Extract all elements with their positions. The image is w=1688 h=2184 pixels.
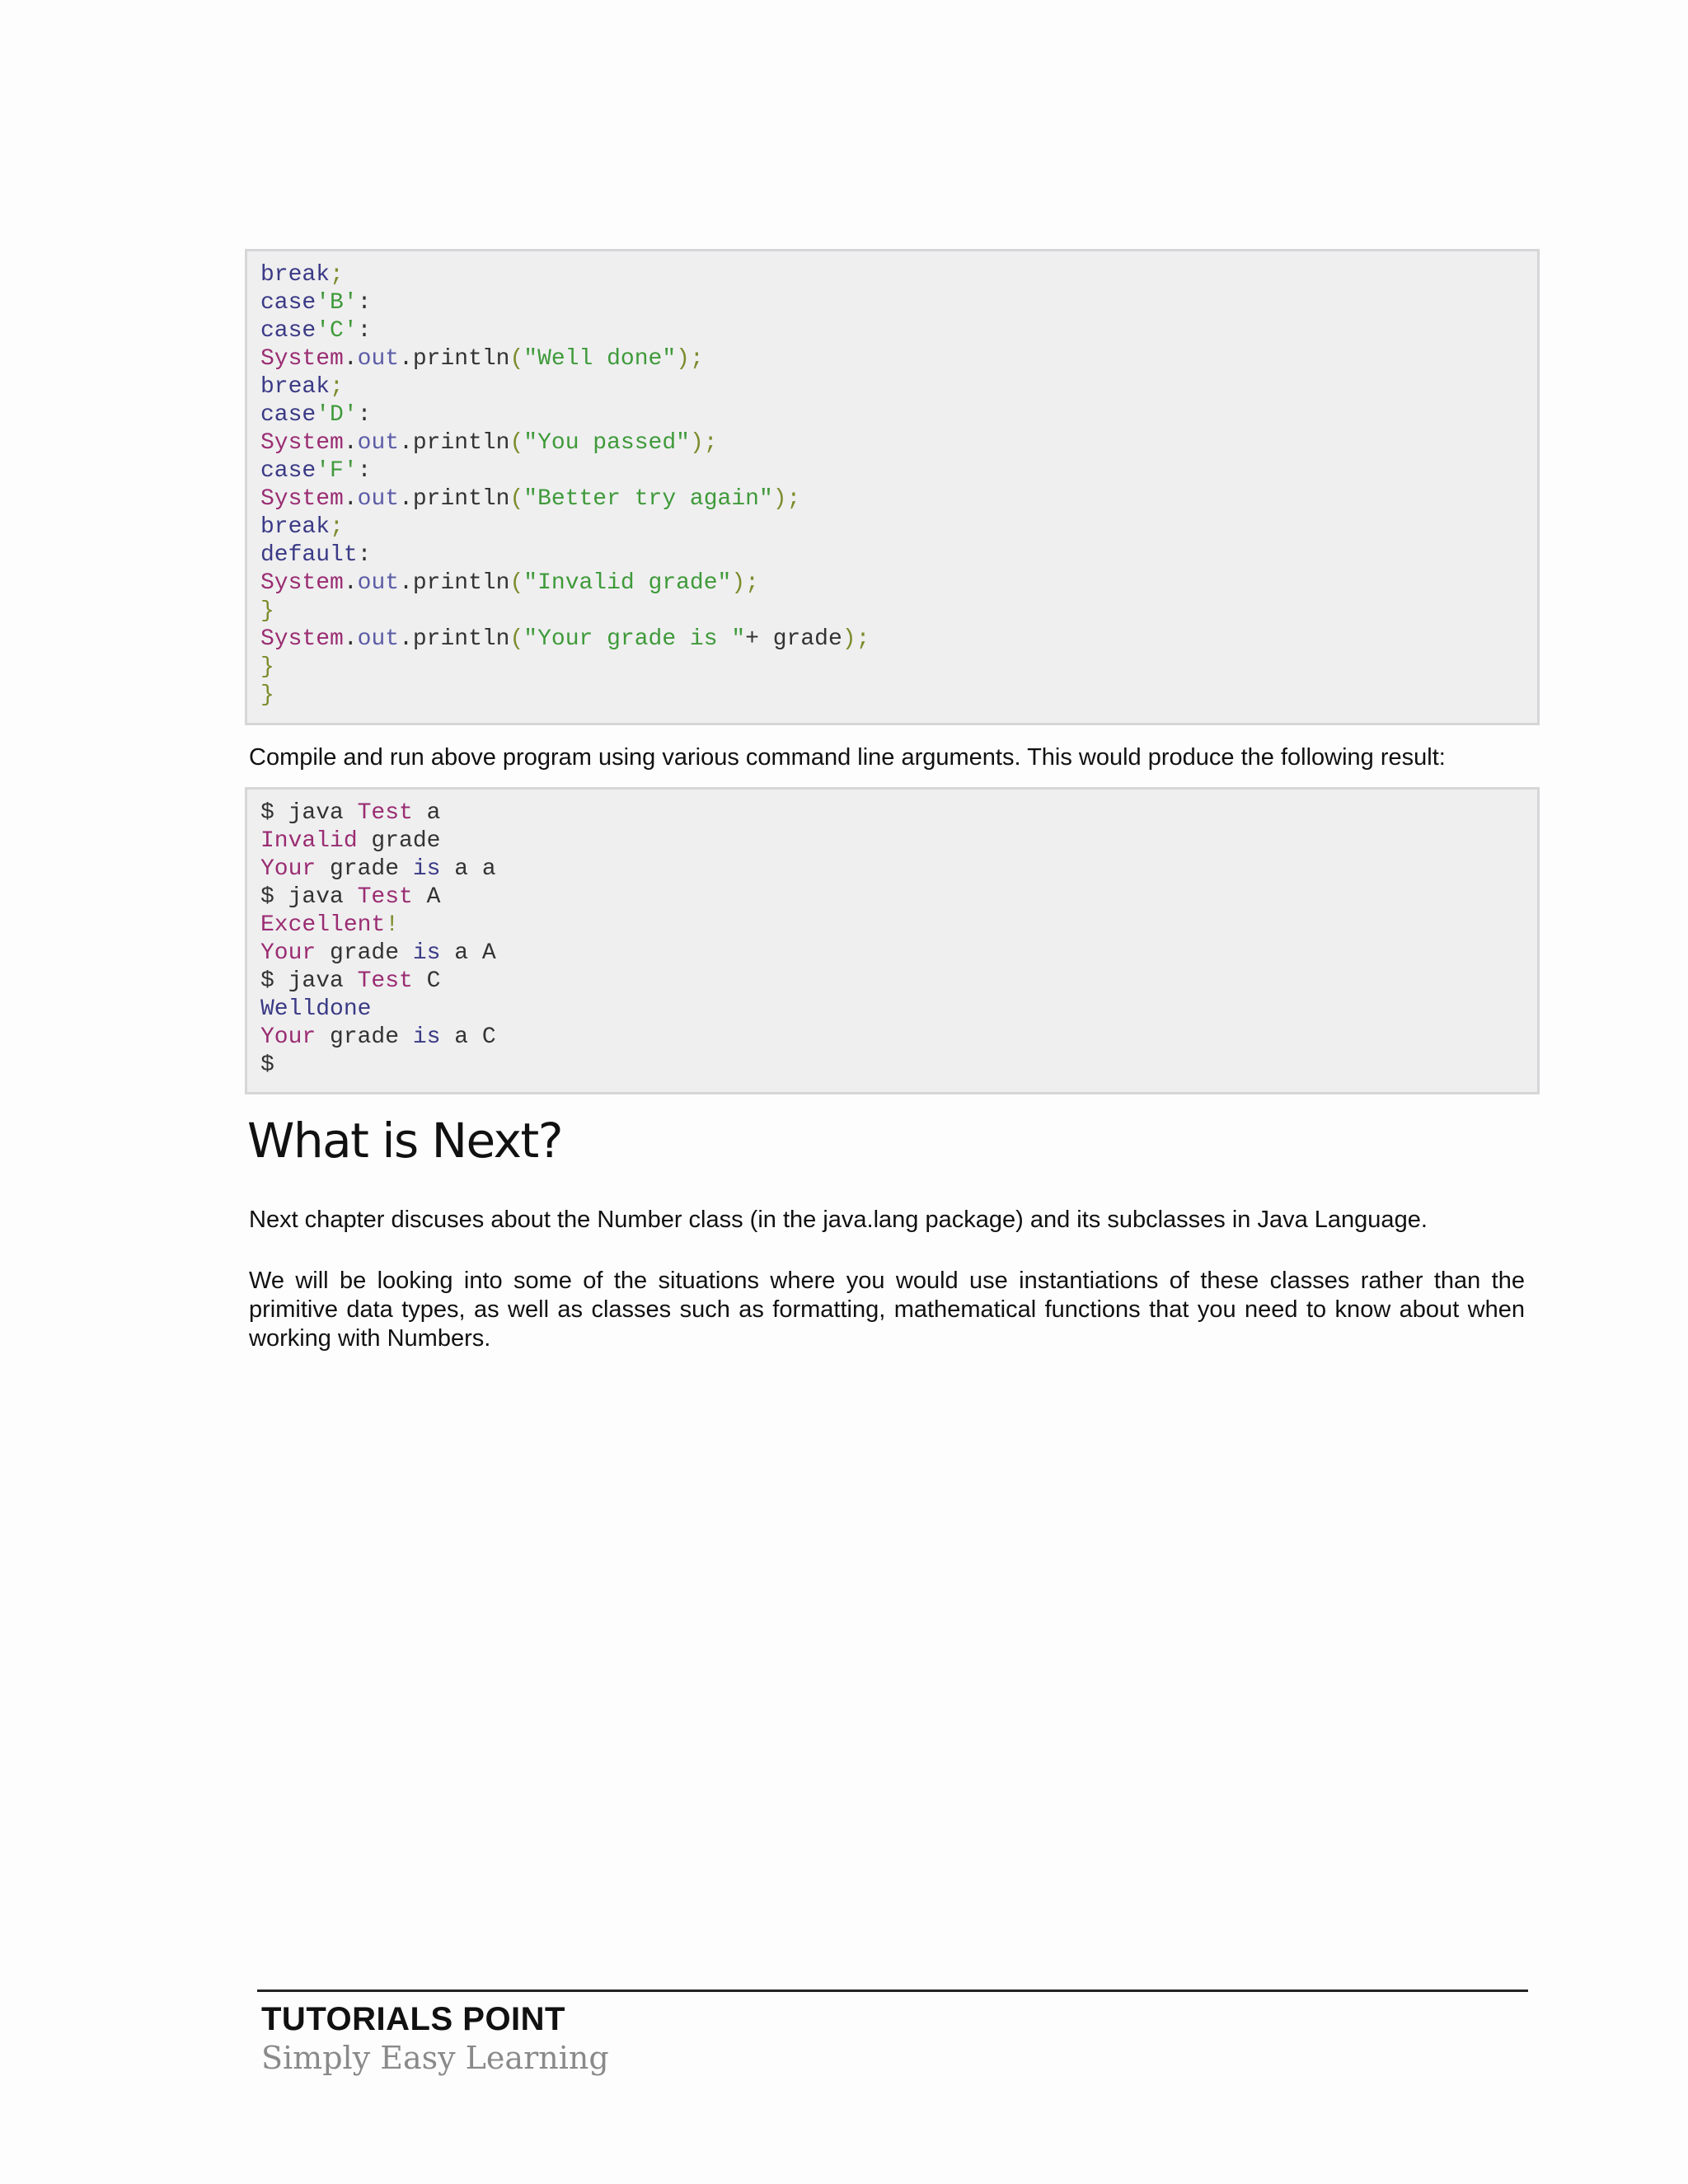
next-chapter-paragraph: Next chapter discuses about the Number class (in the java.lang package) and its subclasses in Java Language. (249, 1207, 1428, 1233)
code-token: .println (399, 346, 510, 372)
code-token: System (260, 486, 344, 512)
compile-instruction-text: Compile and run above program using various command line arguments. This would produce the following result: (249, 744, 1446, 771)
code-token: "Well done" (523, 346, 677, 372)
code-line (260, 827, 1524, 855)
code-token: Excellent (260, 912, 386, 938)
code-line (260, 682, 1524, 710)
code-token: ; (330, 262, 344, 288)
code-token: ( (509, 570, 524, 596)
code-token: .println (399, 486, 510, 512)
code-token: C (412, 968, 441, 994)
code-token: System (260, 626, 344, 652)
code-token: + grade (745, 626, 842, 652)
code-token: System (260, 346, 344, 372)
code-line (260, 569, 1524, 598)
code-token: ); (772, 486, 801, 512)
code-token: .println (399, 570, 510, 596)
code-token: is (412, 940, 441, 966)
code-line (260, 883, 1524, 912)
code-token: Invalid (260, 828, 358, 854)
code-token: . (343, 570, 358, 596)
code-token: a C (440, 1024, 496, 1050)
code-token: $ java (260, 800, 358, 826)
code-token: case (260, 290, 316, 316)
code-token: ; (330, 514, 344, 540)
code-token: . (343, 346, 358, 372)
code-token: Test (357, 884, 413, 910)
code-token: 'C' (316, 318, 358, 344)
code-token: case (260, 318, 316, 344)
code-token: case (260, 458, 316, 484)
code-token: ); (842, 626, 870, 652)
code-token: $ (260, 1052, 274, 1078)
code-token: . (343, 430, 358, 456)
code-token: . (343, 626, 358, 652)
code-token: } (260, 682, 274, 708)
code-token: grade (316, 856, 413, 882)
code-token: out (357, 570, 400, 596)
code-token: ); (676, 346, 704, 372)
code-token: Your (260, 1024, 316, 1050)
footer-divider (257, 1990, 1528, 1992)
code-token: Welldone (260, 996, 372, 1022)
section-heading: What is Next? (247, 1113, 562, 1169)
code-token: is (412, 856, 441, 882)
code-line (260, 345, 1524, 373)
code-token: break (260, 262, 331, 288)
code-line (260, 457, 1524, 485)
code-line (260, 261, 1524, 289)
code-line (260, 541, 1524, 569)
code-token: .println (399, 430, 510, 456)
footer-tagline: Simply Easy Learning (261, 2040, 609, 2076)
code-token: ( (509, 626, 524, 652)
code-token: 'D' (316, 402, 358, 428)
code-token: "Better try again" (523, 486, 773, 512)
code-token: Your (260, 940, 316, 966)
code-line (260, 855, 1524, 883)
code-token: a a (440, 856, 496, 882)
code-block-output (245, 787, 1540, 1094)
code-token: } (260, 654, 274, 680)
code-token: System (260, 570, 344, 596)
code-token: : (357, 402, 372, 428)
code-token: ; (330, 374, 344, 400)
code-token: ( (509, 430, 524, 456)
code-token: "Your grade is " (523, 626, 746, 652)
code-line (260, 940, 1524, 968)
code-token: break (260, 374, 331, 400)
code-token: grade (316, 940, 413, 966)
code-token: out (357, 626, 400, 652)
code-token: out (357, 346, 400, 372)
code-line (260, 996, 1524, 1024)
code-token: grade (357, 828, 441, 854)
code-token: ! (385, 912, 400, 938)
code-line (260, 654, 1524, 682)
code-token: : (357, 290, 372, 316)
code-token: 'F' (316, 458, 358, 484)
code-token: a A (440, 940, 496, 966)
code-token: a (412, 800, 441, 826)
code-token: Test (357, 968, 413, 994)
code-line (260, 1052, 1524, 1080)
code-token: 'B' (316, 290, 358, 316)
code-token: ); (689, 430, 718, 456)
code-line (260, 626, 1524, 654)
code-token: case (260, 402, 316, 428)
code-token: Your (260, 856, 316, 882)
code-line (260, 1024, 1524, 1052)
code-token: : (357, 458, 372, 484)
code-token: Test (357, 800, 413, 826)
code-line (260, 513, 1524, 541)
footer-brand: TUTORIALS POINT (261, 2001, 565, 2037)
code-token: ( (509, 486, 524, 512)
code-token: ( (509, 346, 524, 372)
code-token: default (260, 542, 358, 568)
code-token: out (357, 486, 400, 512)
code-token: is (412, 1024, 441, 1050)
code-token: $ java (260, 884, 358, 910)
code-line (260, 401, 1524, 429)
code-token: .println (399, 626, 510, 652)
code-token: $ java (260, 968, 358, 994)
code-line (260, 968, 1524, 996)
code-token: : (357, 542, 372, 568)
code-token: System (260, 430, 344, 456)
code-token: grade (316, 1024, 413, 1050)
code-line (260, 598, 1524, 626)
numbers-intro-paragraph: We will be looking into some of the situations where you would use instantiations of these classes rather than the primitive data types, as well as classes such as formatting, mathematical functions that you need to know about when working with Numbers. (249, 1268, 1525, 1352)
code-token: : (357, 318, 372, 344)
code-line (260, 485, 1524, 513)
code-token: ); (731, 570, 759, 596)
code-line (260, 799, 1524, 827)
code-token: break (260, 514, 331, 540)
code-line (260, 289, 1524, 317)
code-line (260, 429, 1524, 457)
code-token: out (357, 430, 400, 456)
code-line (260, 317, 1524, 345)
code-line (260, 912, 1524, 940)
code-token: . (343, 486, 358, 512)
code-block-switch (245, 249, 1540, 725)
code-token: } (260, 598, 274, 624)
code-token: "You passed" (523, 430, 690, 456)
code-line (260, 373, 1524, 401)
code-token: A (412, 884, 441, 910)
code-token: "Invalid grade" (523, 570, 732, 596)
